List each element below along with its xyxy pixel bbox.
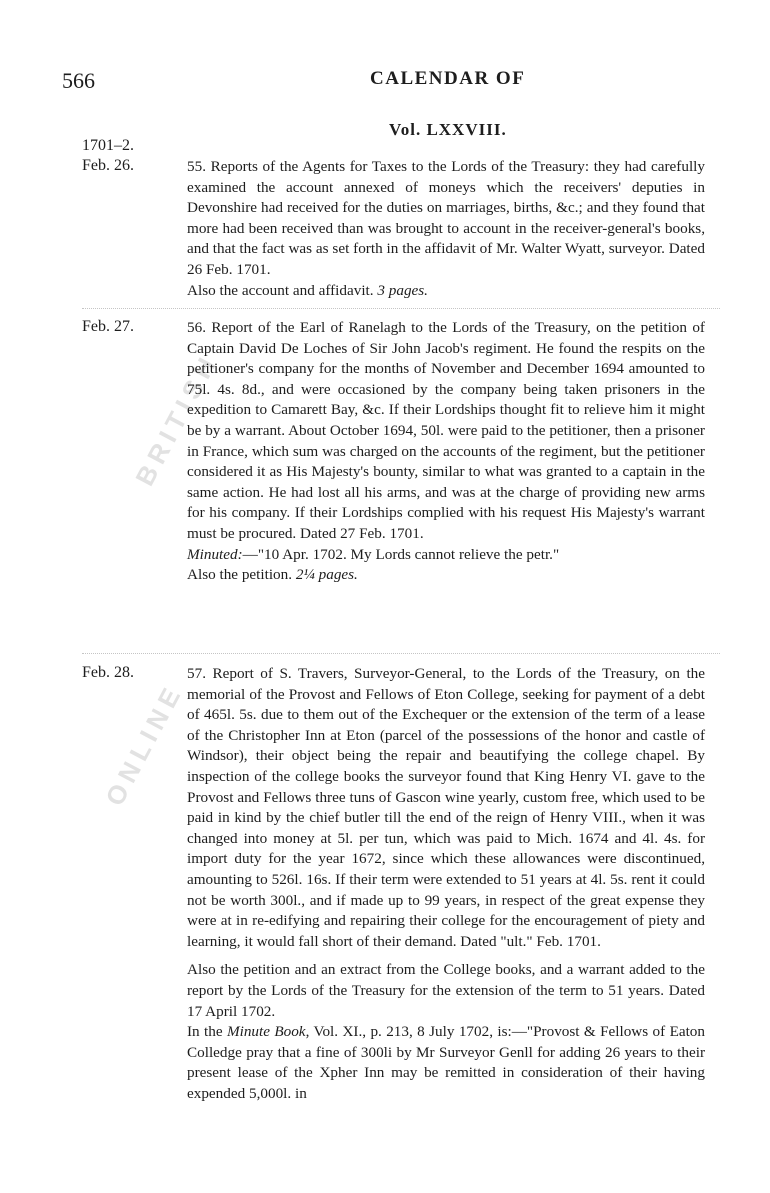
minute-book-title: Minute Book [226, 1023, 306, 1041]
attachments-text: Also the account and affidavit. [187, 281, 378, 299]
entry-paragraph: 57. Report of S. Travers, Surveyor-General, to the Lords of the Treasury, on the memorial of the Provost and Fellows of Eton College, seeking for payment of a debt of 465l. 5s. due to them out of the Exchequer or the extension of the term of a lease of the Christopher Inn at Eton (parcel of the possessions of the honor and castle of Windsor), their object being the repair and beautifying the college chapel. By inspection of the college books the surveyor found that King Henry VI. gave to the Provost and Fellows three tuns of Gascon wine yearly, custom free, which used to be paid in kind by the chief butler till the end of the reign of Henry VIII., when it was changed into money at 5l. per tun, which was paid to Mich. 1674 and 4l. 4s. for import duty for the year 1672, since which these allowances were discontinued, amounting to 526l. 16s. If their term were extended to 51 years at 4l. 5s. rent it could not be worth 300l., and if made up to 99 years, in respect of the great expense they were at in re-edifying and repairing their college for the encouragement of piety and learning, it would fall short of their demand. Dated "ult." Feb. 1701. [187, 665, 705, 950]
watermark-upper: BRITISH [129, 347, 225, 491]
entry-divider [82, 653, 720, 654]
running-head: CALENDAR OF [370, 68, 526, 89]
entry-attachments [187, 281, 705, 302]
volume-heading: Vol. LXXVIII. [389, 120, 507, 139]
entry-body [187, 157, 705, 301]
minute-book-text: , Vol. XI., p. 213, 8 July 1702, is:—"Provost & Fellows of Eaton Colledge pray that a fine of 300li by Mr Surveyor Genll for adding 26 years to their present lease of the Xpher Inn may be remitted in consideration of their having expended 5,000l. in [187, 1023, 705, 1102]
watermark-lower: ONLINE [99, 677, 189, 811]
entry-date: Feb. 27. [82, 318, 134, 335]
entry-paragraph: 56. Report of the Earl of Ranelagh to the Lords of the Treasury, on the petition of Captain David De Loches of Sir John Jacob's regiment. He found the respits on the petitioner's company for the months of November and December 1694 amounted to 75l. 4s. 8d., and were occasioned by the company being taken prisoners in the expedition to Camarett Bay, &c. If their Lordships thought fit to relieve him it might be by a warrant. About October 1694, 50l. were paid to the petitioner, then a prisoner in France, which sum was charged on the accounts of the regiment, but the petitioner considered it as His Majesty's bounty, similar to what was granted to a captain in the same action. He had lost all his arms, and was at the charge of providing new arms for his company. If their Lordships complied with his request His Majesty's warrant must be procured. Dated 27 Feb. 1701. [187, 319, 705, 542]
entry-paragraph: 55. Reports of the Agents for Taxes to the Lords of the Treasury: they had carefully examined the account annexed of moneys which the receivers' deputies in Devonshire had received for the duties on marriages, births, &c.; and they found that more had been received than was brought to account in the receiver-general's books, and that the fact was as set forth in the affidavit of Mr. Walter Wyatt, surveyor. Dated 26 Feb. 1701. [187, 158, 705, 278]
page-count: 2¼ pages. [295, 566, 358, 584]
page-number: 566 [62, 68, 95, 93]
minute-book-lead: In the [187, 1023, 227, 1041]
page-count: 3 pages. [377, 281, 428, 299]
entry-body [187, 664, 705, 1104]
attachments-text: Also the petition. [187, 566, 296, 584]
entry-minute-book [187, 1022, 705, 1104]
entry-date: Feb. 28. [82, 664, 134, 681]
entry-attachments [187, 565, 705, 586]
entry-body [187, 318, 705, 586]
minuted-text: —"10 Apr. 1702. My Lords cannot relieve the petr." [242, 545, 560, 563]
minuted-label: Minuted: [187, 545, 243, 563]
entry-minute [187, 545, 705, 566]
entry-attachments: Also the petition and an extract from the College books, and a warrant added to the report by the Lords of the Treasury for the extension of the term to 51 years. Dated 17 April 1702. [187, 961, 705, 1020]
entry-date: Feb. 26. [82, 157, 134, 174]
entry-divider [82, 308, 720, 309]
year-marker: 1701–2. [82, 137, 134, 154]
